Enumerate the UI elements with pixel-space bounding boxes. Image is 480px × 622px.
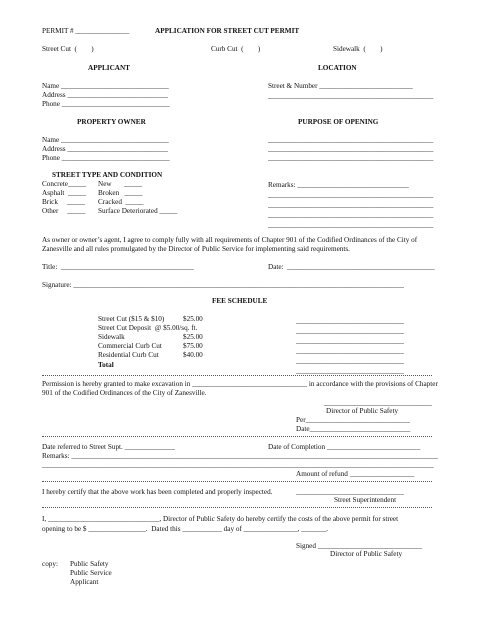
remarks-field[interactable]: Remarks: _______________________________ xyxy=(268,181,409,189)
director-label: Director of Public Safety xyxy=(326,407,399,415)
fee-row-label: Residential Curb Cut xyxy=(98,351,159,359)
owner-address-field[interactable]: Address ____________________________ xyxy=(42,145,168,153)
street-cut-checkbox-field[interactable]: Street Cut ( ) xyxy=(42,45,94,53)
copy-recipient: Public Safety xyxy=(70,560,109,568)
sidewalk-checkbox-field[interactable]: Sidewalk ( ) xyxy=(333,45,383,53)
owner-phone-field[interactable]: Phone ______________________________ xyxy=(42,154,170,162)
purpose-line-1[interactable]: ______________________________________________ xyxy=(268,136,434,144)
curb-cut-checkbox-field[interactable]: Curb Cut ( ) xyxy=(211,45,261,53)
remarks-line[interactable]: ______________________________________________ xyxy=(268,221,434,229)
condition-cracked[interactable]: Cracked _____ xyxy=(98,198,144,206)
superintendent-label: Street Superintendent xyxy=(334,496,397,504)
street-type-heading: STREET TYPE AND CONDITION xyxy=(52,171,163,179)
fee-row-label: Sidewalk xyxy=(98,333,125,341)
signature-field[interactable]: Signature: ____________________________________________________________________________________________ xyxy=(42,281,404,289)
copy-recipient: Applicant xyxy=(70,578,99,586)
refund-field[interactable]: Amount of refund __________________ xyxy=(296,470,415,478)
fee-row-label: Street Cut ($15 & $10) xyxy=(98,315,165,323)
fee-amount-line[interactable]: ______________________________ xyxy=(296,327,404,335)
applicant-heading: APPLICANT xyxy=(88,64,130,72)
signed-field[interactable]: Signed _____________________________ xyxy=(296,542,422,550)
section-divider xyxy=(42,481,432,482)
copy-recipient: Public Service xyxy=(70,569,112,577)
street-type-concrete[interactable]: Concrete_____ xyxy=(42,180,86,188)
fee-schedule-heading: FEE SCHEDULE xyxy=(212,297,268,305)
section-divider xyxy=(42,436,432,437)
condition-surface-deteriorated[interactable]: Surface Deteriorated _____ xyxy=(98,207,178,215)
remarks-line[interactable]: ______________________________________________ xyxy=(268,191,434,199)
fee-row-amount: $40.00 xyxy=(183,351,203,359)
fee-amount-line[interactable]: ______________________________ xyxy=(296,337,404,345)
superintendent-signature-line[interactable]: ______________________________ xyxy=(296,488,404,496)
per-field[interactable]: Per_____________________________ xyxy=(296,416,410,424)
owner-heading: PROPERTY OWNER xyxy=(77,118,146,126)
date-referred-field[interactable]: Date referred to Street Supt. ______________ xyxy=(42,443,175,451)
fee-row-label: Commercial Curb Cut xyxy=(98,342,162,350)
completion-date-field[interactable]: Date of Completion __________________________ xyxy=(268,443,421,451)
location-heading: LOCATION xyxy=(318,64,357,72)
fee-amount-line[interactable]: ______________________________ xyxy=(296,317,404,325)
certify-text: I hereby certify that the above work has been completed and properly inspected. xyxy=(42,488,273,496)
applicant-address-field[interactable]: Address ____________________________ xyxy=(42,91,168,99)
street-type-brick[interactable]: Brick _____ xyxy=(42,198,85,206)
director-signature-line[interactable]: ______________________________ xyxy=(324,399,432,407)
director-cert-role: Director of Public Safety xyxy=(330,550,403,558)
director-cert-line1[interactable]: I, _______________________________, Director of Public Safety do hereby certify the costs of the above permit for street xyxy=(42,515,399,523)
fee-row-amount: $25.00 xyxy=(183,315,203,323)
permission-text: Permission is hereby granted to make excavation in ________________________________ in accordance with the provisions of Chapter 901 of the Codified Ordinances of the City of Zanesville. xyxy=(42,380,438,398)
fee-amount-line[interactable]: ______________________________ xyxy=(296,347,404,355)
location-line2-field[interactable]: ______________________________________________ xyxy=(268,92,434,100)
director-cert-line2[interactable]: opening to be $ ________________. Dated this ___________ day of _______________, _______. xyxy=(42,525,329,533)
form-title: APPLICATION FOR STREET CUT PERMIT xyxy=(155,27,300,35)
title-field[interactable]: Title: _____________________________________ xyxy=(42,263,194,271)
fee-amount-line[interactable]: ______________________________ xyxy=(296,357,404,365)
purpose-line-3[interactable]: ______________________________________________ xyxy=(268,154,434,162)
referral-remarks-line[interactable]: _____________________________________________________________________________________________________________ xyxy=(42,461,434,469)
referral-remarks-field[interactable]: Remarks: ______________________________________________________________________________________________________ xyxy=(42,452,438,460)
section-divider xyxy=(42,375,432,376)
owner-name-field[interactable]: Name ______________________________ xyxy=(42,136,169,144)
fee-amount-line[interactable]: ______________________________ xyxy=(296,367,404,375)
condition-broken[interactable]: Broken _____ xyxy=(98,189,143,197)
remarks-line[interactable]: ______________________________________________ xyxy=(268,201,434,209)
section-divider xyxy=(42,507,432,508)
fee-total-label: Total xyxy=(98,361,114,369)
purpose-line-2[interactable]: ______________________________________________ xyxy=(268,145,434,153)
purpose-heading: PURPOSE OF OPENING xyxy=(298,118,379,126)
location-street-field[interactable]: Street & Number __________________________ xyxy=(268,82,413,90)
street-type-other[interactable]: Other _____ xyxy=(42,207,86,215)
remarks-line[interactable]: ______________________________________________ xyxy=(268,211,434,219)
applicant-name-field[interactable]: Name ______________________________ xyxy=(42,82,169,90)
street-type-asphalt[interactable]: Asphalt _____ xyxy=(42,189,86,197)
copy-label: copy: xyxy=(42,560,58,568)
permission-date-field[interactable]: Date____________________________ xyxy=(296,425,411,433)
date-field[interactable]: Date: _________________________________________ xyxy=(268,263,435,271)
agreement-text: As owner or owner’s agent, I agree to comply fully with all requirements of Chapter 901 of the Codified Ordinances of the City of Zanesville and all rules promulgated by the Director of Public Service for implementing said requirements. xyxy=(42,236,418,254)
fee-row-amount: $75.00 xyxy=(183,342,203,350)
fee-row-amount: $25.00 xyxy=(183,333,203,341)
fee-row-label: Street Cut Deposit @ $5.00/sq. ft. xyxy=(98,324,198,332)
permit-number: PERMIT # _______________ xyxy=(42,27,130,35)
condition-new[interactable]: New _____ xyxy=(98,180,143,188)
applicant-phone-field[interactable]: Phone ______________________________ xyxy=(42,100,170,108)
